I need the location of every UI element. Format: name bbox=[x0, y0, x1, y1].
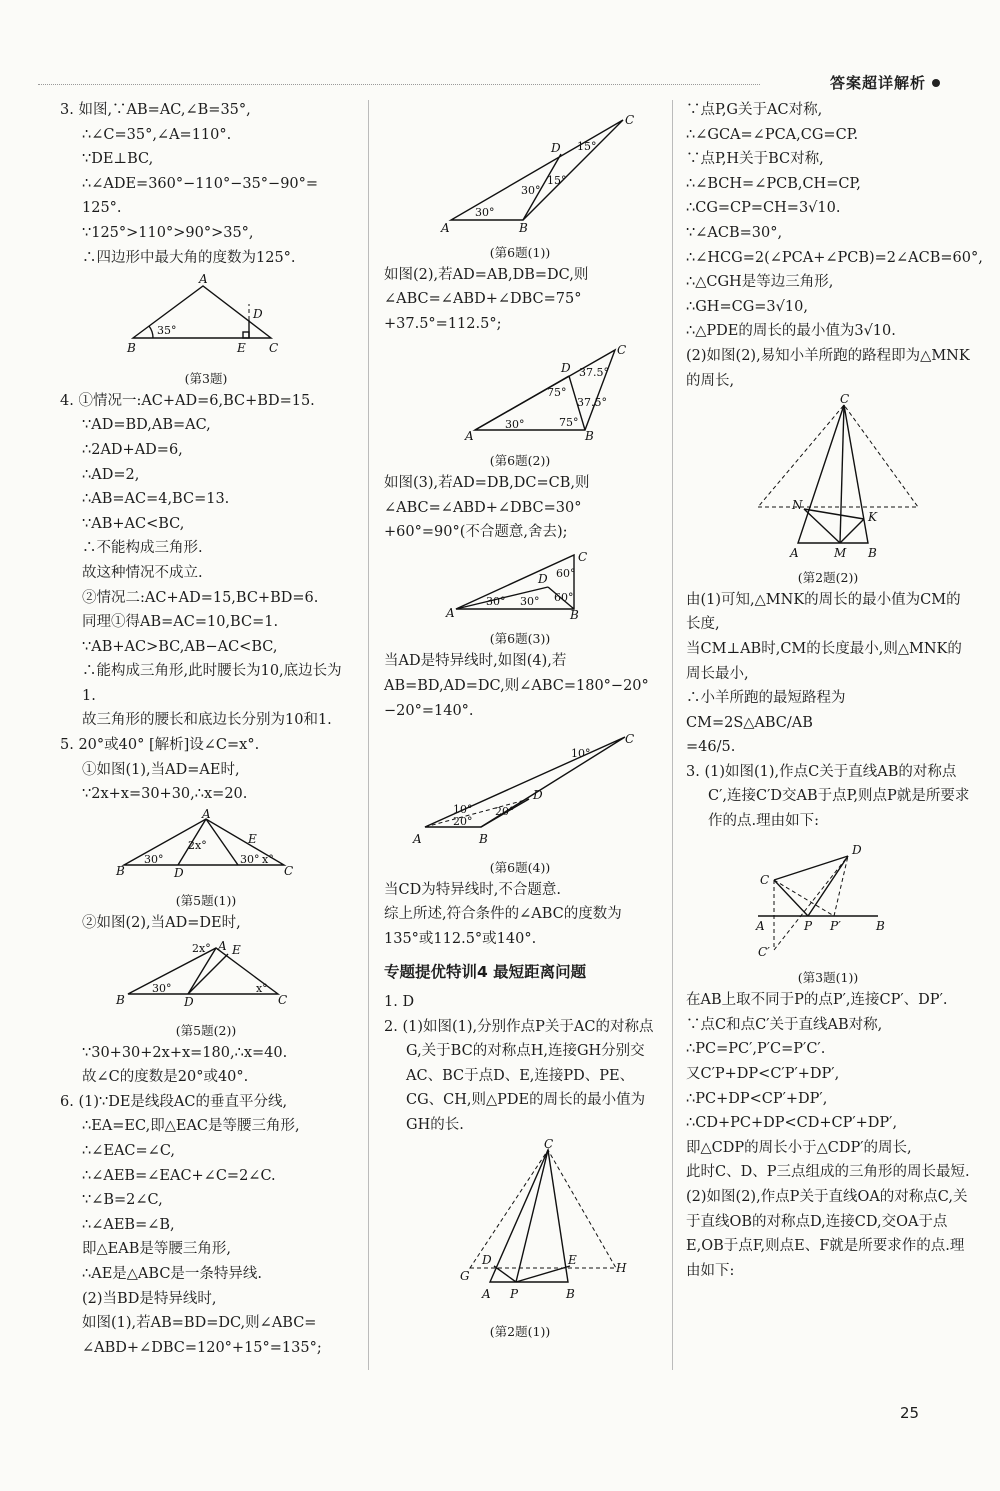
label-angle: 37.5° bbox=[579, 366, 609, 380]
page-number: 25 bbox=[900, 1404, 920, 1422]
text-line: ∵AB+AC<BC, bbox=[82, 515, 185, 532]
label-B: B bbox=[519, 221, 528, 235]
text-paragraph: 3. (1)如图(1),作点C关于直线AB的对称点C′,连接C′D交AB于点P,则点P就是所要求作的点.理由如下: bbox=[686, 763, 970, 830]
text-line: 125°. bbox=[82, 200, 122, 217]
label-C: C bbox=[269, 341, 279, 356]
text-line: (2)如图(2),作点P关于直线OA的对称点C,关于直线OB的对称点D,连接CD,交OA于点E,OB于点F,则点E、F就是所要求作的点.理由如下: bbox=[686, 1189, 968, 1279]
text-line: ∴AB=AC=4,BC=13. bbox=[82, 491, 230, 508]
text-line: ①如图(1),当AD=AE时, bbox=[82, 761, 240, 778]
label-G: G bbox=[460, 1268, 470, 1283]
text-line: ∵点P,G关于AC对称, bbox=[686, 102, 823, 118]
label-angle: 15° bbox=[577, 140, 597, 153]
text-paragraph: 综上所述,符合条件的∠ABC的度数为135°或112.5°或140°. bbox=[384, 906, 622, 947]
text-line: 6. (1)∵DE是线段AC的垂直平分线, bbox=[60, 1093, 288, 1110]
label-angle: 10° bbox=[571, 747, 591, 761]
text-line: ∴∠HCG=2(∠PCA+∠PCB)=2∠ACB=60°, bbox=[686, 249, 983, 266]
text-line: 故∠C的度数是20°或40°. bbox=[82, 1069, 249, 1086]
column-divider-2 bbox=[672, 100, 673, 1370]
label-E: E bbox=[232, 943, 241, 958]
text-line: ∵∠B=2∠C, bbox=[82, 1192, 163, 1209]
label-B: B bbox=[479, 832, 488, 847]
text-line: ∵点C和点C′关于直线AB对称, bbox=[686, 1016, 883, 1033]
label-B: B bbox=[127, 341, 136, 356]
label-angle: x° bbox=[262, 852, 274, 866]
text-line: ∵30+30+2x+x=180,∴x=40. bbox=[82, 1044, 288, 1061]
text-paragraph: 当CD为特异线时,不合题意. bbox=[384, 881, 561, 898]
text-line: 4. ①情况一:AC+AD=6,BC+BD=15. bbox=[60, 392, 315, 409]
text-line: ∴能构成三角形,此时腰长为10,底边长为1. bbox=[82, 663, 342, 704]
text-line: ∴AD=2, bbox=[82, 466, 140, 483]
label-B: B bbox=[566, 1286, 575, 1301]
label-D: D bbox=[538, 571, 548, 586]
label-P: P bbox=[804, 918, 813, 933]
text-line: ∴∠EAC=∠C, bbox=[82, 1143, 176, 1159]
caption-fig-q6-1: (第6题(1)) bbox=[489, 244, 551, 260]
label-C: C bbox=[760, 872, 770, 887]
caption-fig-q5-2: (第5题(2)) bbox=[175, 1022, 237, 1038]
text-line: 即△CDP的周长小于△CDP′的周长, bbox=[686, 1139, 912, 1156]
figure-q5-1 bbox=[60, 806, 352, 890]
text-line: ∵∠ACB=30°, bbox=[686, 224, 783, 241]
label-A: A bbox=[413, 832, 422, 847]
text-line: ∴∠AEB=∠EAC+∠C=2∠C. bbox=[82, 1167, 276, 1184]
label-C: C bbox=[625, 113, 635, 127]
text-line: ∴2AD+AD=6, bbox=[82, 441, 183, 458]
text-line: ∵2x+x=30+30,∴x=20. bbox=[82, 786, 248, 803]
label-A: A bbox=[465, 429, 474, 444]
label-angle: 20° bbox=[495, 805, 515, 819]
caption-fig-q5-1: (第5题(1)) bbox=[175, 893, 237, 909]
text-line: ∵点P,H关于BC对称, bbox=[686, 151, 824, 168]
label-N: N bbox=[792, 498, 803, 513]
figure-q6-3 bbox=[384, 549, 656, 628]
figure-q2-1 bbox=[384, 1136, 656, 1321]
label-angle: 37.5° bbox=[577, 396, 607, 410]
label-D: D bbox=[533, 788, 543, 803]
label-angle: x° bbox=[256, 982, 268, 996]
header-rule bbox=[38, 84, 760, 85]
text-line: 此时C、D、P三点组成的三角形的周长最短. bbox=[686, 1164, 970, 1181]
label-B: B bbox=[868, 546, 877, 561]
label-P-prime: P′ bbox=[830, 918, 841, 933]
text-paragraph: 当AD是特异线时,如图(4),若AB=BD,AD=DC,则∠ABC=180°−20°−20°=140°. bbox=[384, 653, 649, 719]
text-line: =46/5. bbox=[686, 739, 736, 756]
label-angle: 35° bbox=[157, 324, 177, 338]
label-C: C bbox=[278, 993, 288, 1008]
question-5 bbox=[60, 733, 352, 807]
label-C-prime: C′ bbox=[758, 944, 770, 959]
text-line: ②如图(2),当AD=DE时, bbox=[82, 915, 241, 932]
label-D: D bbox=[482, 1252, 492, 1267]
label-D: D bbox=[561, 361, 571, 376]
label-angle: 60° bbox=[556, 566, 576, 580]
text-line: ∴EA=EC,即△EAC是等腰三角形, bbox=[82, 1118, 300, 1135]
label-A: A bbox=[441, 221, 450, 235]
text-line: ∵AD=BD,AB=AC, bbox=[82, 417, 211, 434]
label-E: E bbox=[248, 831, 257, 846]
question-3 bbox=[60, 98, 352, 270]
text-line: 即△EAB是等腰三角形, bbox=[82, 1241, 231, 1258]
caption-fig-q3-1: (第3题(1)) bbox=[797, 970, 859, 986]
text-line: ②情况二:AC+AD=15,BC+BD=6. bbox=[82, 589, 319, 606]
text-line: ∴∠BCH=∠PCB,CH=CP, bbox=[686, 175, 861, 192]
text-line: 同理①得AB=AC=10,BC=1. bbox=[82, 614, 279, 631]
caption-fig-q2-1: (第2题(1)) bbox=[489, 1324, 551, 1340]
figure-q2-2 bbox=[686, 392, 970, 566]
header-dot bbox=[932, 79, 940, 87]
text-line: 在AB上取不同于P的点P′,连接CP′、DP′. bbox=[686, 992, 948, 1009]
figure-q3 bbox=[60, 274, 352, 367]
column-1 bbox=[60, 98, 352, 1360]
label-C: C bbox=[840, 392, 850, 407]
label-C: C bbox=[544, 1136, 554, 1151]
caption-fig-q3: (第3题) bbox=[184, 370, 228, 386]
header-title: 答案超详解析 bbox=[829, 74, 926, 92]
caption-fig-q6-2: (第6题(2)) bbox=[489, 452, 551, 468]
label-angle: 30° bbox=[144, 852, 164, 866]
text-line: ∴∠ADE=360°−110°−35°−90°= bbox=[82, 175, 319, 192]
text-line: 5. 20°或40° [解析]设∠C=x°. bbox=[60, 737, 260, 754]
text-line: ∴GH=CG=3√10, bbox=[686, 298, 808, 315]
label-A: A bbox=[446, 605, 455, 620]
column-3 bbox=[686, 98, 983, 1283]
label-angle: 30° bbox=[520, 594, 540, 608]
text-line: ∴CG=CP=CH=3√10. bbox=[686, 200, 841, 217]
label-C: C bbox=[284, 863, 294, 878]
label-angle: 30° bbox=[240, 852, 260, 866]
text-line: ∴PC+DP<CP′+DP′, bbox=[686, 1090, 828, 1107]
label-angle: 30° bbox=[486, 594, 506, 608]
label-angle: 60° bbox=[554, 590, 574, 604]
label-angle: 15° bbox=[547, 174, 567, 187]
figure-q5-2 bbox=[60, 940, 352, 1019]
text-line: (2)如图(2),易知小羊所跑的路程即为△MNK的周长, bbox=[686, 347, 970, 389]
text-line: ∴△PDE的周长的最小值为3√10. bbox=[686, 323, 896, 340]
text-paragraph: 1. D bbox=[384, 994, 415, 1011]
question-6 bbox=[60, 1090, 352, 1361]
label-angle: 2x° bbox=[188, 838, 207, 852]
text-line: ∴CD+PC+DP<CD+CP′+DP′, bbox=[686, 1115, 898, 1132]
text-line: 故这种情况不成立. bbox=[82, 564, 203, 581]
text-line: ∴∠GCA=∠PCA,CG=CP. bbox=[686, 126, 859, 143]
label-D: D bbox=[253, 307, 263, 322]
label-angle: 75° bbox=[559, 416, 579, 430]
text-line: ∠ABD+∠DBC=120°+15°=135°; bbox=[82, 1339, 322, 1356]
label-B: B bbox=[585, 429, 594, 444]
text-line: ∴△CGH是等边三角形, bbox=[686, 274, 834, 291]
text-paragraph: 2. (1)如图(1),分别作点P关于AC的对称点G,关于BC的对称点H,连接GH分别交AC、BC于点D、E,连接PD、PE、CG、CH,则△PDE的周长的最小值为GH的长. bbox=[384, 1018, 654, 1134]
text-line: ∵AB+AC>BC,AB−AC<BC, bbox=[82, 638, 278, 655]
text-line: 3. 如图,∵AB=AC,∠B=35°, bbox=[60, 102, 251, 118]
label-P: P bbox=[510, 1286, 519, 1301]
section-title: 专题提优特训4 最短距离问题 bbox=[384, 962, 587, 981]
label-C: C bbox=[617, 343, 627, 358]
text-line: 又C′P+DP<C′P′+DP′, bbox=[686, 1066, 840, 1083]
label-A: A bbox=[202, 806, 211, 821]
caption-fig-q6-4: (第6题(4)) bbox=[489, 859, 551, 875]
text-line: 如图(1),若AB=BD=DC,则∠ABC= bbox=[82, 1315, 317, 1332]
label-A: A bbox=[756, 918, 765, 933]
figure-q3-1 bbox=[686, 838, 970, 967]
label-A: A bbox=[790, 546, 799, 561]
label-K: K bbox=[868, 510, 877, 525]
label-A: A bbox=[199, 272, 208, 287]
label-C: C bbox=[578, 549, 588, 564]
label-M: M bbox=[834, 546, 847, 561]
page-header bbox=[38, 68, 980, 98]
label-angle: 20° bbox=[453, 815, 473, 829]
text-line: ∴四边形中最大角的度数为125°. bbox=[82, 249, 296, 266]
label-angle: 30° bbox=[521, 184, 541, 197]
text-line: 当CM⊥AB时,CM的长度最小,则△MNK的周长最小, bbox=[686, 640, 962, 682]
caption-fig-q2-2: (第2题(2)) bbox=[797, 569, 859, 585]
figure-q6-2 bbox=[384, 340, 656, 449]
text-line: ∵DE⊥BC, bbox=[82, 151, 154, 168]
text-line: ∵125°>110°>90°>35°, bbox=[82, 224, 254, 241]
label-B: B bbox=[876, 918, 885, 933]
text-line: 由(1)可知,△MNK的周长的最小值为CM的长度, bbox=[686, 591, 961, 633]
column-2 bbox=[384, 98, 656, 1342]
figure-q6-4 bbox=[384, 727, 656, 856]
label-angle: 75° bbox=[547, 386, 567, 400]
caption-fig-q6-3: (第6题(3)) bbox=[489, 631, 551, 647]
label-E: E bbox=[568, 1252, 577, 1267]
text-paragraph: 如图(3),若AD=DB,DC=CB,则∠ABC=∠ABD+∠DBC=30°+60°=90°(不合题意,舍去); bbox=[384, 474, 590, 541]
label-angle: 30° bbox=[505, 418, 525, 432]
column-divider-1 bbox=[368, 100, 369, 1370]
text-line: ∴AE是△ABC是一条特异线. bbox=[82, 1265, 263, 1282]
label-angle: 30° bbox=[152, 982, 172, 996]
text-paragraph: 如图(2),若AD=AB,DB=DC,则∠ABC=∠ABD+∠DBC=75°+37.5°=112.5°; bbox=[384, 266, 589, 332]
label-B: B bbox=[116, 993, 125, 1008]
label-D: D bbox=[551, 141, 561, 155]
label-B: B bbox=[116, 863, 125, 878]
label-angle: 30° bbox=[475, 206, 495, 219]
label-H: H bbox=[616, 1260, 627, 1275]
label-A: A bbox=[218, 939, 227, 954]
text-line: ∴∠AEB=∠B, bbox=[82, 1216, 175, 1233]
label-D: D bbox=[174, 865, 184, 880]
text-line: ∴不能构成三角形. bbox=[82, 540, 203, 557]
text-line: 故三角形的腰长和底边长分别为10和1. bbox=[82, 712, 332, 729]
label-A: A bbox=[482, 1286, 491, 1301]
text-line: ∴小羊所跑的最短路程为CM=2S△ABC/AB bbox=[686, 690, 846, 731]
label-D: D bbox=[184, 995, 194, 1010]
question-4 bbox=[60, 389, 352, 733]
label-E: E bbox=[237, 341, 246, 356]
label-angle: 2x° bbox=[192, 942, 211, 956]
label-D: D bbox=[852, 842, 862, 857]
text-line: ∴∠C=35°,∠A=110°. bbox=[82, 126, 232, 143]
label-B: B bbox=[570, 607, 579, 622]
text-line: ∴PC=PC′,P′C=P′C′. bbox=[686, 1041, 826, 1058]
figure-q6-1 bbox=[384, 102, 656, 241]
label-C: C bbox=[625, 732, 635, 747]
label-angle: 10° bbox=[453, 803, 473, 817]
text-line: (2)当BD是特异线时, bbox=[82, 1290, 217, 1307]
